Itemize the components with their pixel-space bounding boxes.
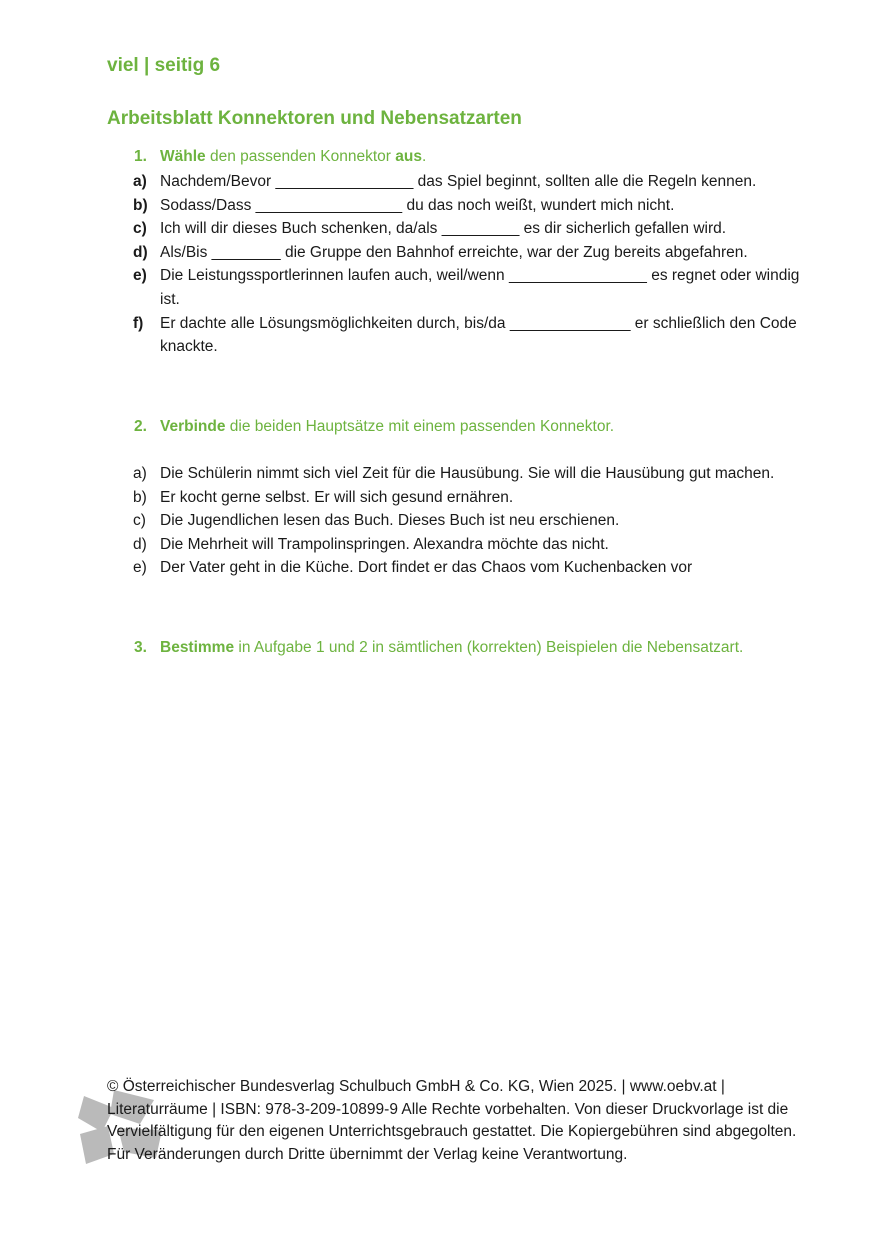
task-1-particle: aus xyxy=(395,148,422,165)
item-label: a) xyxy=(133,173,147,190)
item-text: Nachdem/Bevor ________________ das Spiel beginnt, sollten alle die Regeln kennen. xyxy=(160,173,757,190)
page-header: viel | seitig 6 xyxy=(107,55,221,76)
task-3-instruction xyxy=(134,639,743,657)
worksheet-title: Arbeitsblatt Konnektoren und Nebensatzarten xyxy=(107,108,522,129)
task-1-number: 1. xyxy=(134,148,147,165)
item-text: Die Schülerin nimmt sich viel Zeit für die Hausübung. Sie will die Hausübung gut machen. xyxy=(160,465,775,482)
item-label: c) xyxy=(133,220,147,238)
task-1-end: . xyxy=(421,148,427,165)
task-1-items xyxy=(133,170,813,359)
item-label: d) xyxy=(133,243,148,261)
item-text: Der Vater geht in die Küche. Dort findet er das Chaos vom Kuchenbacken vor xyxy=(160,559,693,577)
item-label: a) xyxy=(133,465,147,482)
list-item xyxy=(133,194,813,218)
item-label: c) xyxy=(133,512,146,530)
task-3-verb: Bestimme xyxy=(160,639,235,656)
list-item xyxy=(133,241,813,265)
item-text: Ich will dir dieses Buch schenken, da/als _________ es dir sicherlich gefallen wird. xyxy=(160,220,727,238)
copyright-footer: © Österreichischer Bundesverlag Schulbuch GmbH & Co. KG, Wien 2025. | www.oebv.at | Literaturräume | ISBN: 978-3-209-10899-9 Alle Rechte vorbehalten. Von dieser Druckvorlage ist die Vervielfältigung für den eigenen Unterrichtsgebrauch gestattet. Die Kopiergebühren sind abgegolten. Für Veränderungen durch Dritte übernimmt der Verlag keine Verantwortung. xyxy=(107,1078,797,1163)
item-label: e) xyxy=(133,267,147,285)
list-item xyxy=(133,264,813,311)
task-2-instruction xyxy=(134,418,614,436)
item-label: f) xyxy=(133,314,144,332)
list-item xyxy=(133,462,813,486)
item-text: Die Leistungssportlerinnen laufen auch, weil/wenn ________________ es regnet oder windig ist. xyxy=(160,267,800,308)
task-1-instruction xyxy=(134,148,426,166)
item-text: Die Jugendlichen lesen das Buch. Dieses Buch ist neu erschienen. xyxy=(160,512,620,530)
task-3-number: 3. xyxy=(134,639,147,656)
task-2-text: die beiden Hauptsätze mit einem passenden Konnektor. xyxy=(225,418,615,435)
task-1-text: den passenden Konnektor xyxy=(205,148,396,165)
list-item xyxy=(133,509,813,533)
task-2-verb: Verbinde xyxy=(160,418,226,435)
list-item xyxy=(133,312,813,359)
task-3-text: in Aufgabe 1 und 2 in sämtlichen (korrekten) Beispielen die Nebensatzart. xyxy=(234,639,744,656)
item-label: d) xyxy=(133,535,147,553)
item-text: Die Mehrheit will Trampolinspringen. Alexandra möchte das nicht. xyxy=(160,535,609,553)
list-item xyxy=(133,533,813,557)
item-text: Er kocht gerne selbst. Er will sich gesund ernähren. xyxy=(160,488,514,506)
list-item xyxy=(133,556,813,580)
list-item xyxy=(133,217,813,241)
task-2-number: 2. xyxy=(134,418,147,435)
task-1-verb: Wähle xyxy=(160,148,206,165)
item-text: Sodass/Dass _________________ du das noch weißt, wundert mich nicht. xyxy=(160,196,675,214)
task-2-items xyxy=(133,462,813,580)
item-label: e) xyxy=(133,559,147,577)
item-text: Als/Bis ________ die Gruppe den Bahnhof erreichte, war der Zug bereits abgefahren. xyxy=(160,243,748,261)
list-item xyxy=(133,170,813,194)
list-item xyxy=(133,486,813,510)
item-label: b) xyxy=(133,488,147,506)
item-label: b) xyxy=(133,196,148,214)
item-text: Er dachte alle Lösungsmöglichkeiten durch, bis/da ______________ er schließlich den Code knackte. xyxy=(160,314,797,356)
